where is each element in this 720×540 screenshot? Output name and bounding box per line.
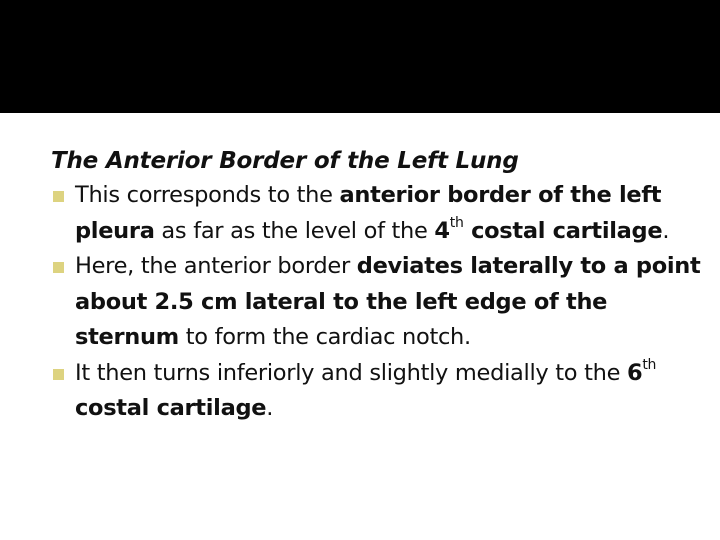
ordinal-suffix: th	[642, 357, 657, 373]
bullet-list	[51, 178, 711, 427]
bullet-text-part: .	[662, 217, 670, 244]
ordinal-suffix: th	[449, 215, 464, 231]
bullet-text-part: .	[266, 395, 274, 421]
bullet-text-bold: deviates laterally to a point about 2.5 cm lateral to the left edge of the sternum	[75, 253, 701, 350]
square-bullet-icon	[53, 262, 64, 273]
bullet-item-2	[51, 249, 711, 356]
bullet-text-part: to form the cardiac notch.	[178, 324, 471, 350]
bullet-text-bold: costal cartilage	[463, 217, 663, 244]
header-band	[0, 0, 720, 113]
bullet-text-part: as far as the level of the	[154, 217, 435, 244]
bullet-text-part: This corresponds to the	[75, 182, 340, 208]
bullet-text-bold: 4	[434, 217, 450, 244]
slide-content	[51, 145, 711, 427]
bullet-item-3	[51, 356, 711, 427]
slide-title: The Anterior Border of the Left Lung	[51, 148, 519, 174]
bullet-text-part: It then turns inferiorly and slightly medially to the	[75, 359, 627, 386]
bullet-text-bold: 6	[627, 359, 643, 386]
bullet-text-part: Here, the anterior border	[75, 253, 357, 279]
square-bullet-icon	[53, 369, 64, 380]
bullet-text-bold: anterior border of the left pleura	[75, 182, 662, 244]
square-bullet-icon	[53, 191, 64, 202]
bullet-item-1	[51, 178, 711, 249]
bullet-text-bold: costal cartilage	[75, 395, 267, 421]
